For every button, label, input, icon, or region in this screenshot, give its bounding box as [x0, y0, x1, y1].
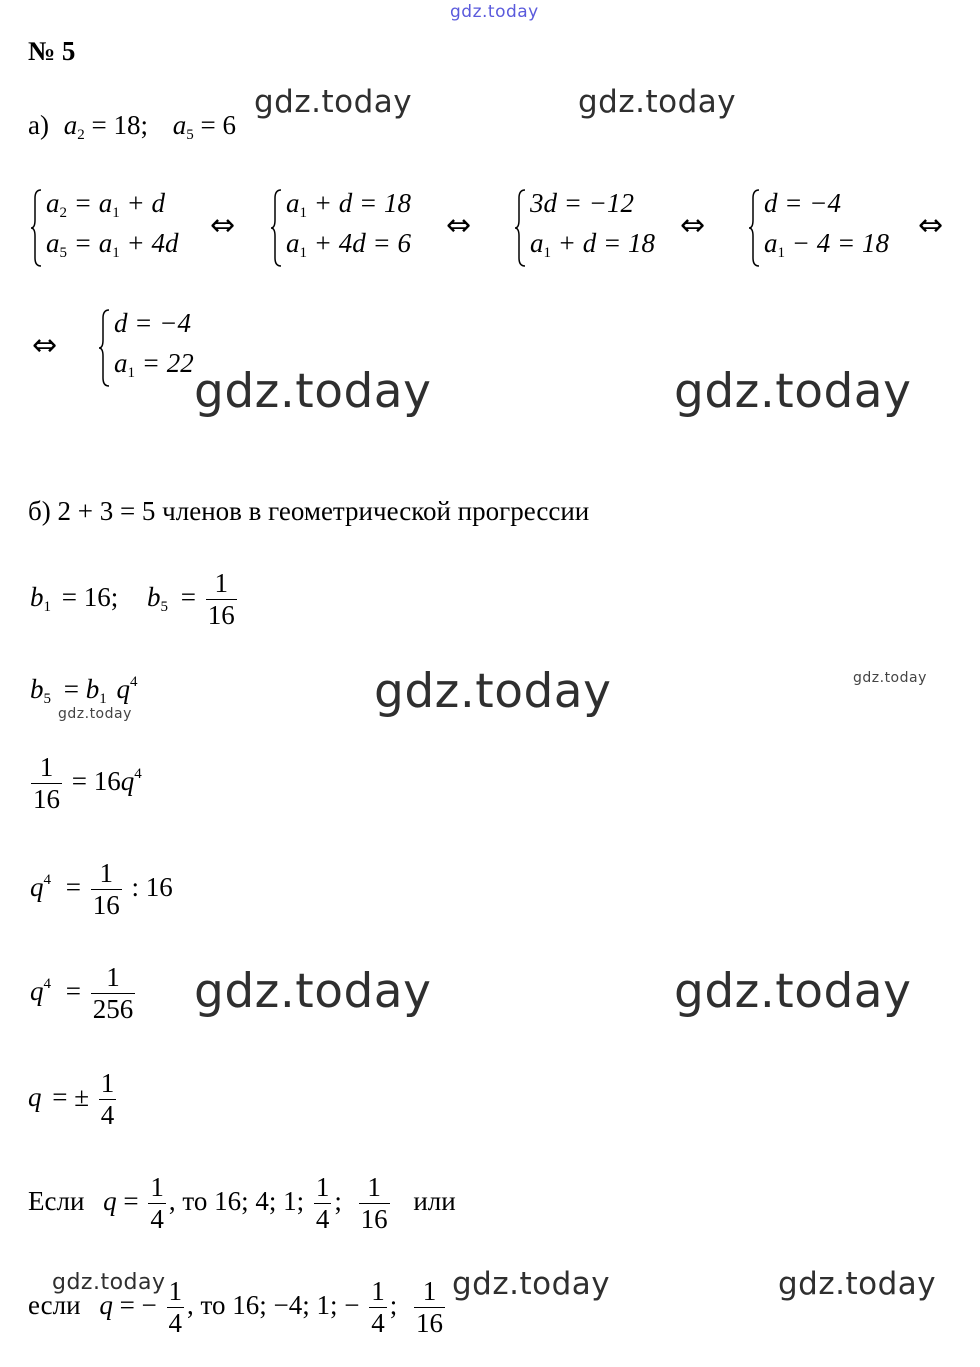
- equivalence-arrow: ⇔: [680, 208, 706, 243]
- system-3: 3d = −12 $a_1 + d = 18$: [514, 188, 674, 268]
- watermark-top: gdz.today: [450, 2, 539, 22]
- system-2: $a_1 + d = 18$ $a_1 + 4d = 6$: [270, 188, 430, 268]
- given-a2: $a_2$: [63, 110, 85, 143]
- equivalence-arrow: ⇔: [446, 208, 472, 243]
- line-case-positive: Если q = $\frac{1}{4}$ , то 16; 4; 1; $\frac{1}{4}$ ; $\frac{1}{16}$ или: [28, 1172, 456, 1235]
- watermark: gdz.today: [452, 1266, 611, 1302]
- part-b-intro: б) 2 + 3 = 5 членов в геометрической прогрессии: [28, 496, 590, 526]
- part-a-given: [28, 110, 236, 144]
- part-a-label: а): [28, 110, 49, 140]
- watermark: gdz.today: [778, 1266, 937, 1302]
- line-formula: $b_5 = b_1$ $q^4$: [30, 674, 138, 707]
- given-a5: $a_5$: [172, 110, 194, 143]
- line-q4-result: $q^4$ = $\frac{1}{256}$: [30, 962, 134, 1025]
- system-4: d = −4 $a_1 - 4 = 18$: [748, 188, 908, 268]
- line-b1-b5: $b_1 = 16$; $b_5$ = $\frac{1}{16}$: [30, 568, 235, 631]
- problem-number: № 5: [28, 36, 76, 66]
- line-q4-div: $q^4$ = $\frac{1}{16}$ : 16: [30, 858, 173, 921]
- watermark: gdz.today: [194, 364, 432, 419]
- watermark: gdz.today: [674, 964, 912, 1019]
- given-a5-value: = 6: [200, 110, 236, 140]
- watermark: gdz.today: [254, 84, 413, 120]
- watermark: gdz.today: [578, 84, 737, 120]
- line-q-result: q = ± $\frac{1}{4}$: [28, 1068, 115, 1131]
- watermark: gdz.today: [52, 1270, 166, 1295]
- equivalence-arrow: ⇔: [32, 328, 58, 363]
- given-a2-value: = 18;: [91, 110, 148, 140]
- system-5: d = −4 $a_1 = 22$: [98, 308, 218, 388]
- watermark: gdz.today: [674, 364, 912, 419]
- watermark: gdz.today: [374, 664, 612, 719]
- watermark: gdz.today: [58, 706, 132, 722]
- equivalence-arrow: ⇔: [918, 208, 944, 243]
- equivalence-arrow: ⇔: [210, 208, 236, 243]
- watermark: gdz.today: [853, 670, 927, 686]
- watermark: gdz.today: [194, 964, 432, 1019]
- line-substitution: $\frac{1}{16}$ = $16q^4$: [33, 752, 142, 815]
- line-case-negative: если q = − $\frac{1}{4}$ , то 16; −4; 1; − $\frac{1}{4}$ ; $\frac{1}{16}$: [28, 1276, 443, 1339]
- system-1: $a_2 = a_1 + d$ $a_5 = a_1 + 4d$: [30, 188, 210, 268]
